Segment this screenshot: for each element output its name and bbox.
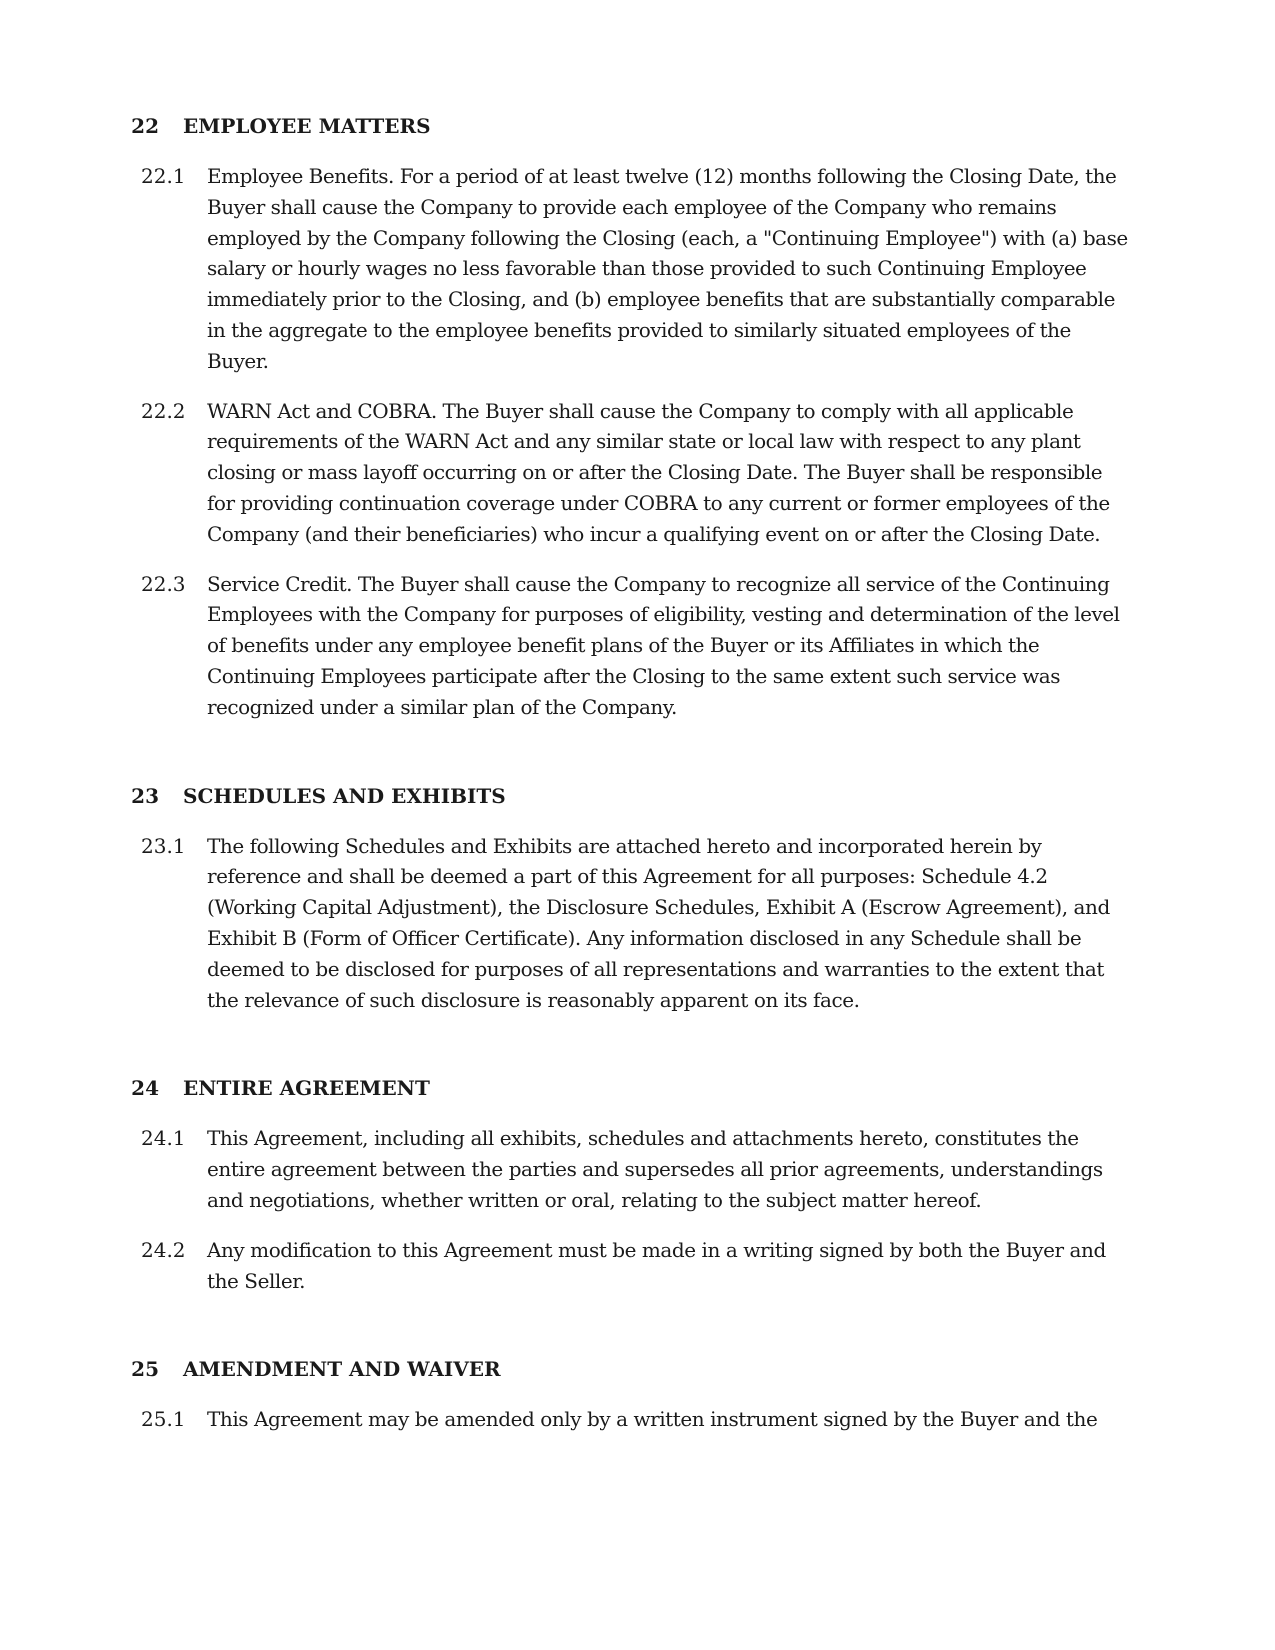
- article-25: [0, 1356, 1275, 1435]
- article-heading: [0, 1356, 1275, 1382]
- article-heading: [0, 113, 1275, 139]
- article-heading: [0, 1075, 1275, 1101]
- clause-text: This Agreement, including all exhibits, schedules and attachments hereto, constitutes the entire agreement between the parties and supersedes all prior agreements, understandings and negotiations, whether written or oral, relating to the subject matter hereof.: [207, 1126, 1103, 1212]
- article-22: [0, 113, 1275, 723]
- clause-number: 24.2: [141, 1237, 186, 1262]
- clause-text: This Agreement may be amended only by a written instrument signed by the Buyer and the: [207, 1407, 1098, 1432]
- article-number: 22: [131, 114, 159, 138]
- article-24: [0, 1075, 1275, 1296]
- clause-22-1: [0, 161, 1275, 377]
- clause-number: 22.3: [141, 571, 186, 596]
- article-number: 24: [131, 1076, 159, 1101]
- clause-24-2: [0, 1235, 1275, 1297]
- clause-number: 22.1: [141, 164, 186, 188]
- clause-text: WARN Act and COBRA. The Buyer shall cause the Company to comply with all applicable requirements of the WARN Act and any similar state or local law with respect to any plant closing or mass layoff occurring on or after the Closing Date. The Buyer shall be responsible for providing continuation coverage under COBRA to any current or former employees of the Company (and their beneficiaries) who incur a qualifying event on or after the Closing Date.: [207, 398, 1110, 546]
- article-title: EMPLOYEE MATTERS: [183, 114, 431, 138]
- article-number: 25: [131, 1357, 159, 1382]
- clause-text: Employee Benefits. For a period of at least twelve (12) months following the Closing Date, the Buyer shall cause the Company to provide each employee of the Company who remains employed by the Company following the Closing (each, a "Continuing Employee") with (a) base salary or hourly wages no less favorable than those provided to such Continuing Employee immediately prior to the Closing, and (b) employee benefits that are substantially comparable in the aggregate to the employee benefits provided to similarly situated employees of the Buyer.: [207, 164, 1128, 373]
- clause-23-1: [0, 831, 1275, 1016]
- clause-number: 23.1: [141, 833, 186, 858]
- clause-24-1: [0, 1123, 1275, 1215]
- clause-22-3: [0, 569, 1275, 723]
- clause-text: The following Schedules and Exhibits are attached hereto and incorporated herein by reference and shall be deemed a part of this Agreement for all purposes: Schedule 4.2 (Working Capital Adjustment), the Disclosure Schedules, Exhibit A (Escrow Agreement), and Exhibit B (Form of Officer Certificate). Any information disclosed in any Schedule shall be deemed to be disclosed for purposes of all representations and warranties to the extent that the relevance of such disclosure is reasonably apparent on its face.: [207, 833, 1110, 1012]
- article-23: [0, 783, 1275, 1016]
- article-heading: [0, 783, 1275, 809]
- clause-number: 22.2: [141, 398, 186, 423]
- clause-number: 24.1: [141, 1126, 186, 1151]
- clause-number: 25.1: [141, 1407, 186, 1432]
- article-title: AMENDMENT AND WAIVER: [183, 1357, 501, 1382]
- clause-25-1: [0, 1404, 1275, 1435]
- clause-text: Any modification to this Agreement must be made in a writing signed by both the Buyer and the Seller.: [207, 1237, 1106, 1293]
- article-number: 23: [131, 783, 159, 808]
- clause-text: Service Credit. The Buyer shall cause the Company to recognize all service of the Continuing Employees with the Company for purposes of eligibility, vesting and determination of the level of benefits under any employee benefit plans of the Buyer or its Affiliates in which the Continuing Employees participate after the Closing to the same extent such service was recognized under a similar plan of the Company.: [207, 571, 1120, 719]
- clause-22-2: [0, 396, 1275, 550]
- article-title: ENTIRE AGREEMENT: [183, 1076, 430, 1101]
- article-title: SCHEDULES AND EXHIBITS: [183, 783, 506, 808]
